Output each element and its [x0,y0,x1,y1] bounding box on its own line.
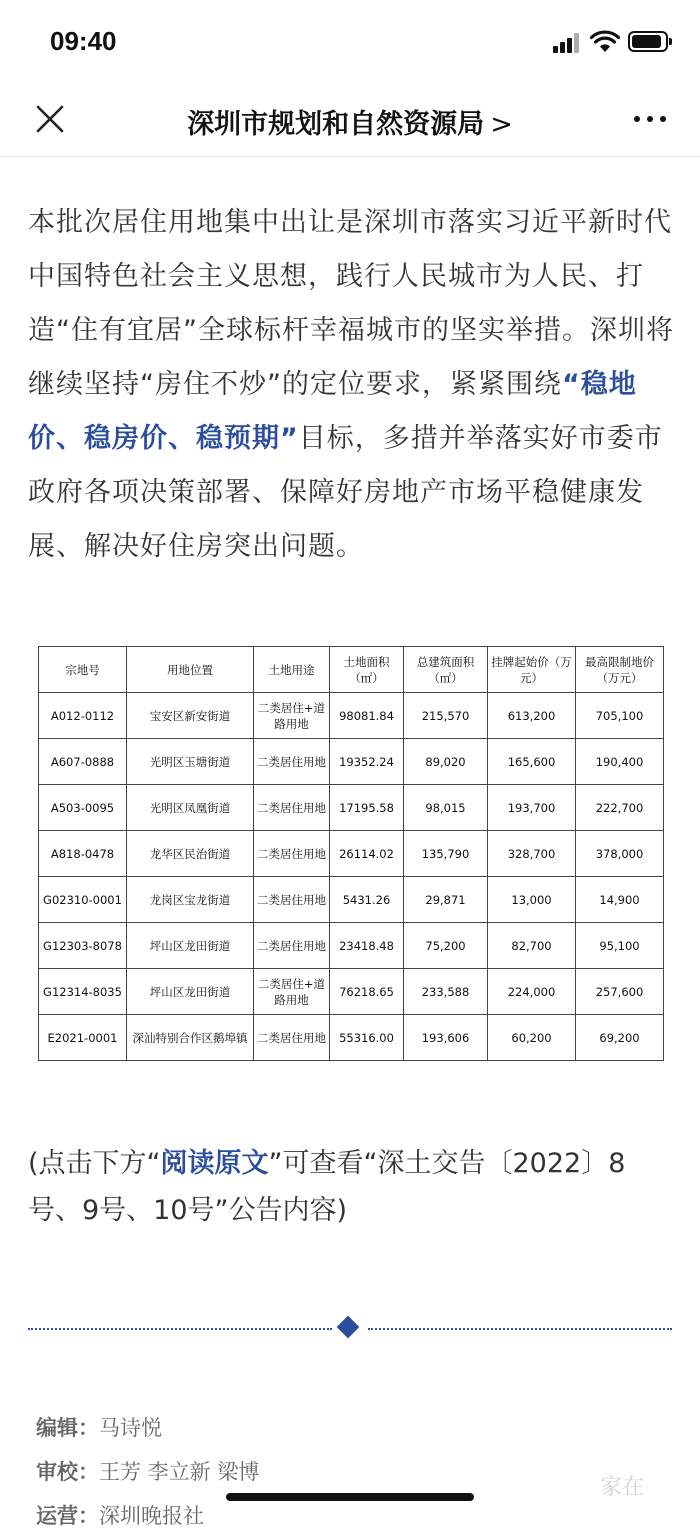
land-table-image [38,646,663,1061]
table-cell: 5431.26 [330,877,404,923]
table-cell: G12303-8078 [39,923,127,969]
table-cell: A012-0112 [39,693,127,739]
cellular-signal-icon [553,33,581,53]
table-cell: 193,606 [404,1015,488,1061]
note-suffix: ”可查看“深土交告〔2022〕8号、9号、10号”公告内容) [28,1148,626,1226]
table-cell: 29,871 [404,877,488,923]
table-row [39,877,664,923]
status-time: 09:40 [50,26,117,56]
table-cell: 二类居住用地 [254,831,330,877]
table-cell: 19352.24 [330,739,404,785]
table-cell: 76218.65 [330,969,404,1015]
nav-bar [0,84,700,157]
table-cell: 328,700 [488,831,576,877]
table-cell: 光明区玉塘街道 [127,739,254,785]
chevron-right-icon: > [490,109,513,140]
read-original-link[interactable]: 阅读原文 [160,1148,269,1179]
table-cell: 233,588 [404,969,488,1015]
table-header: 最高限制地价（万元） [576,647,664,693]
table-cell: 二类居住用地 [254,1015,330,1061]
table-cell: 26114.02 [330,831,404,877]
table-header: 挂牌起始价（万元） [488,647,576,693]
article-paragraph [28,196,678,574]
table-header: 用地位置 [127,647,254,693]
status-bar [0,0,700,84]
account-title[interactable] [0,102,700,141]
table-cell: 257,600 [576,969,664,1015]
table-cell: A607-0888 [39,739,127,785]
table-cell: 89,020 [404,739,488,785]
table-cell: 17195.58 [330,785,404,831]
more-options-icon[interactable] [630,108,670,128]
table-header: 土地面积（㎡） [330,647,404,693]
table-row [39,693,664,739]
table-cell: E2021-0001 [39,1015,127,1061]
home-indicator[interactable] [226,1493,474,1501]
table-cell: 98,015 [404,785,488,831]
table-cell: 190,400 [576,739,664,785]
table-cell: 224,000 [488,969,576,1015]
table-header-row [39,647,664,693]
table-cell: 13,000 [488,877,576,923]
table-cell: G02310-0001 [39,877,127,923]
table-header: 土地用途 [254,647,330,693]
table-cell: 215,570 [404,693,488,739]
table-cell: 95,100 [576,923,664,969]
table-cell: 613,200 [488,693,576,739]
table-row [39,785,664,831]
table-cell: 23418.48 [330,923,404,969]
table-cell: 宝安区新安街道 [127,693,254,739]
table-cell: 378,000 [576,831,664,877]
battery-icon [628,31,668,52]
credit-label: 运营： [36,1504,99,1528]
table-row [39,923,664,969]
table-cell: A503-0095 [39,785,127,831]
table-header: 总建筑面积（㎡） [404,647,488,693]
table-cell: 14,900 [576,877,664,923]
table-cell: 深汕特别合作区鹅埠镇 [127,1015,254,1061]
table-cell: A818-0478 [39,831,127,877]
credit-value: 马诗悦 [99,1416,162,1440]
table-cell: 193,700 [488,785,576,831]
table-cell: 二类居住用地 [254,785,330,831]
table-cell: 龙华区民治街道 [127,831,254,877]
account-name: 深圳市规划和自然资源局 [187,109,485,140]
table-cell: G12314-8035 [39,969,127,1015]
article-text-part2: 目标，多措并举落实好市委市政府各项决策部署、保障好房地产市场平稳健康发展、解决好住房突出问题。 [28,423,663,562]
table-cell: 98081.84 [330,693,404,739]
table-cell: 705,100 [576,693,664,739]
table-row [39,1015,664,1061]
table-cell: 69,200 [576,1015,664,1061]
table-cell: 60,200 [488,1015,576,1061]
table-cell: 二类居住用地 [254,923,330,969]
credit-value: 王芳 李立新 梁博 [99,1460,260,1484]
table-cell: 165,600 [488,739,576,785]
table-row [39,969,664,1015]
table-cell: 222,700 [576,785,664,831]
credits [36,1406,676,1538]
wifi-icon [590,30,620,54]
table-cell: 坪山区龙田街道 [127,969,254,1015]
table-row [39,831,664,877]
table-cell: 坪山区龙田街道 [127,923,254,969]
table-cell: 二类居住+道路用地 [254,693,330,739]
watermark: 家在 [600,1475,645,1500]
table-cell: 135,790 [404,831,488,877]
table-cell: 二类居住用地 [254,877,330,923]
read-original-note [28,1140,678,1234]
article-highlight: “稳地价、稳房价、稳预期” [28,369,637,454]
table-cell: 二类居住用地 [254,739,330,785]
note-prefix: (点击下方“ [28,1148,161,1179]
table-cell: 光明区凤凰街道 [127,785,254,831]
table-cell: 55316.00 [330,1015,404,1061]
credit-label: 编辑： [36,1416,99,1440]
table-cell: 二类居住+道路用地 [254,969,330,1015]
diamond-icon [337,1316,360,1339]
table-header: 宗地号 [39,647,127,693]
section-divider [28,1318,672,1340]
credit-label: 审校： [36,1460,99,1484]
table-row [39,739,664,785]
credit-value: 深圳晚报社 [99,1504,204,1528]
credit-editor [36,1406,676,1450]
land-table [38,646,664,1061]
table-cell: 82,700 [488,923,576,969]
table-cell: 龙岗区宝龙街道 [127,877,254,923]
article-text-part1: 本批次居住用地集中出让是深圳市落实习近平新时代中国特色社会主义思想，践行人民城市为人民、打造“住有宜居”全球标杆幸福城市的坚实举措。深圳将继续坚持“房住不炒”的定位要求，紧紧围绕 [28,207,674,400]
credit-proofreader [36,1450,676,1494]
table-cell: 75,200 [404,923,488,969]
